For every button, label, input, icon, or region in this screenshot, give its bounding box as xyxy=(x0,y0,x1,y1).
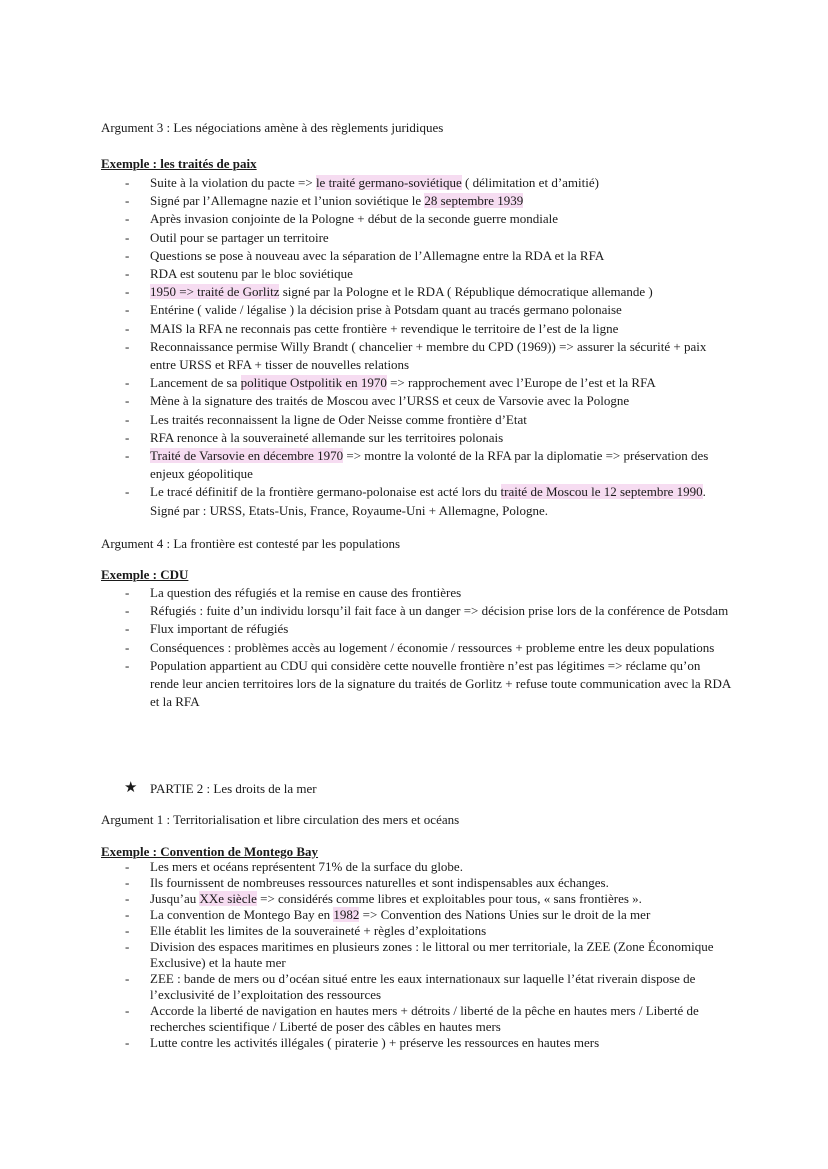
bullet-text: => Convention des Nations Unies sur le droit de la mer xyxy=(359,907,651,922)
bullet-dash: - xyxy=(125,484,130,500)
argument1-bullet-list xyxy=(0,859,828,1051)
list-item xyxy=(0,301,828,319)
bullet-dash: - xyxy=(125,621,130,637)
list-item xyxy=(0,192,828,210)
highlighted-text: 28 septembre 1939 xyxy=(424,193,524,209)
bullet-text: Population appartient au CDU qui considère cette nouvelle frontière n’est pas légitimes => réclame qu’on rende leur ancien territoires lors de la signature du traités de Gorlitz + refuse toute communication avec la RDA et la RFA xyxy=(150,657,731,710)
bullet-dash: - xyxy=(125,875,130,890)
bullet-dash: - xyxy=(125,193,130,209)
bullet-text: Entérine ( valide / légalise ) la décision prise à Potsdam quant au tracés germano polonaise xyxy=(150,302,622,318)
bullet-dash: - xyxy=(125,891,130,906)
list-item xyxy=(0,1003,828,1035)
bullet-text: Conséquences : problèmes accès au logement / économie / ressources + probleme entre les deux populations xyxy=(150,639,715,655)
argument3-bullet-list xyxy=(0,174,828,520)
bullet-text: signé par la Pologne et le RDA ( République démocratique allemande ) xyxy=(279,284,653,300)
argument4-example-heading: Exemple : CDU xyxy=(101,567,189,582)
highlighted-text: XXe siècle xyxy=(199,891,257,906)
bullet-text: Après invasion conjointe de la Pologne + début de la seconde guerre mondiale xyxy=(150,211,559,227)
list-item xyxy=(0,1035,828,1051)
list-item xyxy=(0,602,828,620)
bullet-text: Questions se pose à nouveau avec la séparation de l’Allemagne entre la RDA et la RFA xyxy=(150,247,605,263)
bullet-text: Signé par l’Allemagne nazie et l’union soviétique le xyxy=(150,193,425,209)
highlighted-text: 1982 xyxy=(333,907,360,922)
bullet-dash: - xyxy=(125,302,130,318)
bullet-dash: - xyxy=(125,657,130,673)
list-item xyxy=(0,247,828,265)
bullet-text: Mène à la signature des traités de Moscou avec l’URSS et ceux de Varsovie avec la Pologne xyxy=(150,393,630,409)
bullet-text: => considérés comme libres et exploitables pour tous, « sans frontières ». xyxy=(256,891,642,906)
highlighted-text: Traité de Varsovie en décembre 1970 xyxy=(150,448,344,464)
partie2-title: PARTIE 2 : Les droits de la mer xyxy=(150,781,317,796)
bullet-text: ZEE : bande de mers ou d’océan situé entre les eaux internationaux sur laquelle l’état riverain dispose de l’exclusivité de l’exploitation des ressources xyxy=(150,971,696,1002)
bullet-dash: - xyxy=(125,211,130,227)
bullet-dash: - xyxy=(125,266,130,282)
bullet-dash: - xyxy=(125,338,130,354)
bullet-text: La question des réfugiés et la remise en cause des frontières xyxy=(150,585,462,600)
argument3-example-heading: Exemple : les traités de paix xyxy=(101,156,257,171)
bullet-text: RDA est soutenu par le bloc soviétique xyxy=(150,266,353,282)
bullet-text: => montre la volonté de la RFA par la diplomatie => préservation des enjeux géopolitique xyxy=(150,448,709,482)
bullet-text: Ils fournissent de nombreuses ressources naturelles et sont indispensables aux échanges. xyxy=(150,875,609,890)
bullet-text: . Signé par : URSS, Etats-Unis, France, Royaume-Uni + Allemagne, Pologne. xyxy=(150,484,706,518)
highlighted-text: politique Ostpolitik en 1970 xyxy=(240,375,387,391)
list-item xyxy=(0,229,828,247)
list-item xyxy=(0,859,828,875)
list-item xyxy=(0,429,828,447)
bullet-dash: - xyxy=(125,393,130,409)
list-item xyxy=(0,907,828,923)
bullet-text: Elle établit les limites de la souveraineté + règles d’exploitations xyxy=(150,923,487,938)
list-item xyxy=(0,639,828,657)
list-item xyxy=(0,939,828,971)
list-item xyxy=(0,411,828,429)
bullet-text: Lutte contre les activités illégales ( piraterie ) + préserve les ressources en hautes mers xyxy=(150,1035,600,1050)
list-item xyxy=(0,657,828,712)
bullet-dash: - xyxy=(125,859,130,874)
bullet-text: La convention de Montego Bay en xyxy=(150,907,334,922)
argument4-title: Argument 4 : La frontière est contesté par les populations xyxy=(101,536,401,551)
argument1-title: Argument 1 : Territorialisation et libre circulation des mers et océans xyxy=(101,812,460,827)
highlighted-text: 1950 => traité de Gorlitz xyxy=(150,284,280,300)
list-item xyxy=(0,447,828,483)
list-item xyxy=(0,210,828,228)
bullet-text: Les mers et océans représentent 71% de la surface du globe. xyxy=(150,859,463,874)
list-item xyxy=(0,971,828,1003)
bullet-text: Outil pour se partager un territoire xyxy=(150,229,329,245)
list-item xyxy=(0,483,828,519)
star-icon: ★ xyxy=(124,780,138,796)
bullet-text: Le tracé définitif de la frontière germano-polonaise est acté lors du xyxy=(150,484,501,500)
list-item xyxy=(0,584,828,602)
bullet-dash: - xyxy=(125,448,130,464)
list-item xyxy=(0,174,828,192)
list-item xyxy=(0,283,828,301)
list-item xyxy=(0,338,828,374)
bullet-dash: - xyxy=(125,939,130,954)
bullet-dash: - xyxy=(125,1003,130,1018)
bullet-dash: - xyxy=(125,971,130,986)
argument1-example-heading: Exemple : Convention de Montego Bay xyxy=(101,844,319,859)
bullet-dash: - xyxy=(125,375,130,391)
list-item xyxy=(0,891,828,907)
bullet-dash: - xyxy=(125,284,130,300)
bullet-text: Les traités reconnaissent la ligne de Oder Neisse comme frontière d’Etat xyxy=(150,411,527,427)
bullet-text: => rapprochement avec l’Europe de l’est et la RFA xyxy=(386,375,656,391)
bullet-text: Flux important de réfugiés xyxy=(150,621,289,637)
highlighted-text: traité de Moscou le 12 septembre 1990 xyxy=(500,484,703,500)
bullet-dash: - xyxy=(125,229,130,245)
bullet-text: Division des espaces maritimes en plusieurs zones : le littoral ou mer territoriale, la ZEE (Zone Économique Exclusive) et la haute mer xyxy=(150,939,714,970)
bullet-dash: - xyxy=(125,923,130,938)
bullet-dash: - xyxy=(125,320,130,336)
bullet-dash: - xyxy=(125,639,130,655)
bullet-text: Jusqu’au xyxy=(150,891,200,906)
bullet-text: Suite à la violation du pacte => xyxy=(150,175,316,190)
list-item xyxy=(0,875,828,891)
bullet-dash: - xyxy=(125,603,130,619)
highlighted-text: le traité germano-soviétique xyxy=(315,175,462,190)
list-item xyxy=(0,320,828,338)
bullet-text: Réfugiés : fuite d’un individu lorsqu’il fait face à un danger => décision prise lors de la conférence de Potsdam xyxy=(150,603,729,619)
argument3-title: Argument 3 : Les négociations amène à des règlements juridiques xyxy=(101,120,444,135)
bullet-dash: - xyxy=(125,429,130,445)
bullet-text: Accorde la liberté de navigation en hautes mers + détroits / liberté de la pêche en hautes mers / Liberté de recherches scientifique / Liberté de poser des câbles en hautes mers xyxy=(150,1003,699,1034)
bullet-text: Lancement de sa xyxy=(150,375,241,391)
bullet-text: MAIS la RFA ne reconnais pas cette frontière + revendique le territoire de l’est de la ligne xyxy=(150,320,619,336)
bullet-dash: - xyxy=(125,907,130,922)
list-item xyxy=(0,620,828,638)
list-item xyxy=(0,392,828,410)
list-item xyxy=(0,374,828,392)
list-item xyxy=(0,265,828,283)
bullet-dash: - xyxy=(125,247,130,263)
list-item xyxy=(0,923,828,939)
bullet-dash: - xyxy=(125,411,130,427)
bullet-text: Reconnaissance permise Willy Brandt ( chancelier + membre du CPD (1969)) => assurer la sécurité + paix entre URSS et RFA + tisser de nouvelles relations xyxy=(150,338,707,373)
bullet-dash: - xyxy=(125,1035,130,1050)
bullet-dash: - xyxy=(125,175,130,190)
argument4-bullet-list xyxy=(0,584,828,711)
bullet-text: RFA renonce à la souveraineté allemande sur les territoires polonais xyxy=(150,429,504,445)
bullet-dash: - xyxy=(125,585,130,600)
bullet-text: ( délimitation et d’amitié) xyxy=(461,175,599,190)
